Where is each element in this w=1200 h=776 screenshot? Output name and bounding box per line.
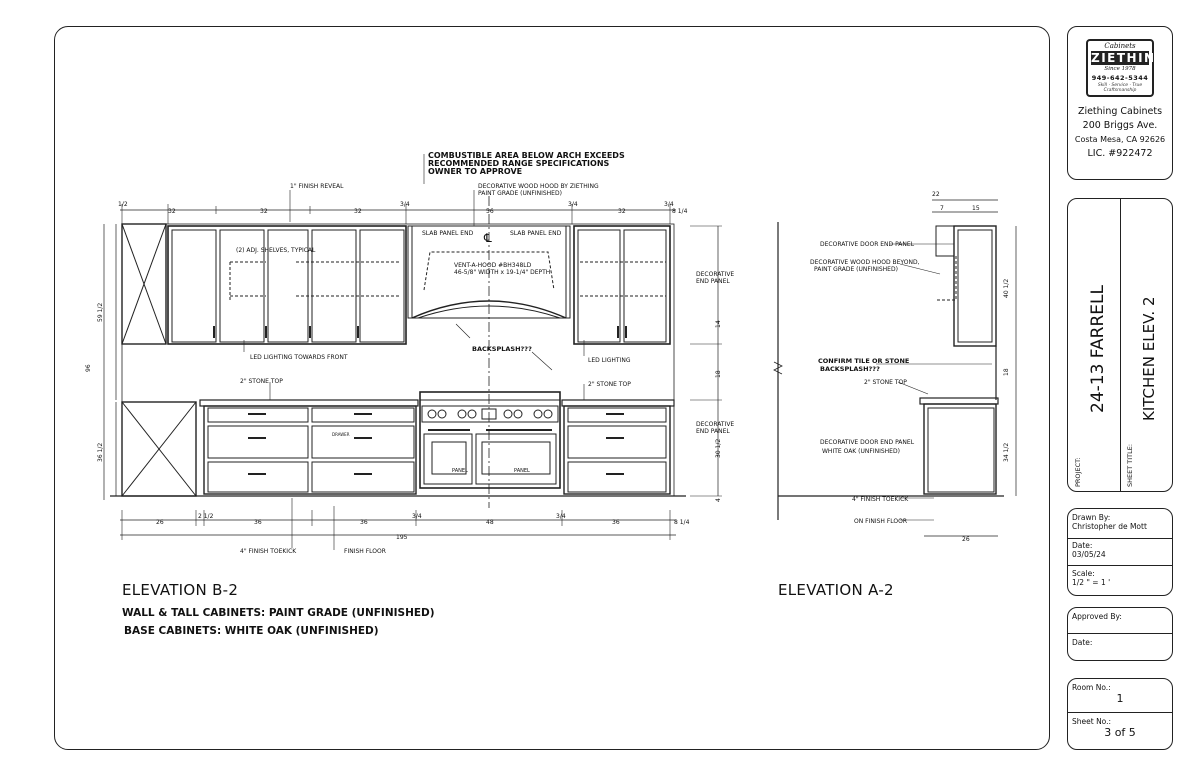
sheet-value: 3 of 5 xyxy=(1104,726,1136,739)
top-dim-5: 3/4 xyxy=(400,201,410,208)
left-dim-lower: 36 1/2 xyxy=(97,442,104,462)
stone-top-right: 2" STONE TOP xyxy=(588,381,631,388)
scale-label: Scale: xyxy=(1072,569,1095,578)
elevation-drawing xyxy=(54,26,1050,750)
top-dim-4: 32 xyxy=(354,208,362,215)
elevation-b-title: ELEVATION B-2 xyxy=(122,581,239,599)
shelves-label: (2) ADJ. SHELVES, TYPICAL xyxy=(236,247,316,254)
top-dim-9: 3/4 xyxy=(664,201,674,208)
a-toekick: 4" FINISH TOEKICK xyxy=(852,496,909,503)
top-dim-3: 32 xyxy=(260,208,268,215)
countertop-left xyxy=(200,400,418,406)
drawn-by-value: Christopher de Mott xyxy=(1072,522,1147,531)
led-front-label: LED LIGHTING TOWARDS FRONT xyxy=(250,354,348,361)
sheet-title-label: SHEET TITLE: xyxy=(1126,443,1134,487)
warning-line-1: COMBUSTIBLE AREA BELOW ARCH EXCEEDS xyxy=(428,151,625,160)
toekick-label: 4" FINISH TOEKICK xyxy=(240,548,297,555)
bottom-dim-3: 36 xyxy=(254,519,262,526)
project-label: PROJECT: xyxy=(1074,457,1082,487)
sheet-label: Sheet No.: xyxy=(1072,717,1112,726)
finish-floor-label: FINISH FLOOR xyxy=(344,548,386,555)
sheet-title: KITCHEN ELEV. 2 xyxy=(1140,296,1158,421)
warning-line-3: OWNER TO APPROVE xyxy=(428,167,523,176)
a-dim-right-1: 40 1/2 xyxy=(1003,278,1010,298)
panel-tag-2: PANEL xyxy=(514,468,530,474)
elevation-a-title: ELEVATION A-2 xyxy=(778,581,894,599)
side-base-cabinet xyxy=(924,404,996,494)
top-dim-2: 32 xyxy=(168,208,176,215)
wall-cabinets-note: WALL & TALL CABINETS: PAINT GRADE (UNFINISHED) xyxy=(122,607,435,619)
a-dim-top-3: 15 xyxy=(972,205,980,212)
vent-label-1: VENT-A-HOOD #BH348LD xyxy=(454,262,532,269)
date-label: Date: xyxy=(1072,541,1093,550)
base-cabinets-left xyxy=(204,406,416,494)
room-label: Room No.: xyxy=(1072,683,1111,692)
bottom-dim-7: 3/4 xyxy=(556,513,566,520)
vent-label-2: 46-5/8" WIDTH x 19-1/4" DEPTH xyxy=(454,269,551,276)
a-dim-top-2: 7 xyxy=(940,205,944,212)
dec-end-lower-2: END PANEL xyxy=(696,428,730,435)
a-dim-right-2: 18 xyxy=(1003,368,1010,376)
company-logo: Cabinets ZIETHING Since 1978 949-642-5344 Skill · Service · True Craftsmanship xyxy=(1086,39,1154,97)
bottom-dim-9: 8 1/4 xyxy=(674,519,690,526)
dec-end-lower-1: DECORATIVE xyxy=(696,421,735,428)
slab-right-label: SLAB PANEL END xyxy=(510,230,562,237)
top-dim-7: 3/4 xyxy=(568,201,578,208)
top-dim-1: 1/2 xyxy=(118,201,128,208)
upper-cabinets-left xyxy=(168,226,406,344)
a-finish-floor: ON FINISH FLOOR xyxy=(854,518,908,525)
a-dec-door-end: DECORATIVE DOOR END PANEL xyxy=(820,241,915,248)
centerline-symbol: ℄ xyxy=(484,231,492,245)
side-upper-cabinet xyxy=(954,226,996,346)
bottom-dim-4: 36 xyxy=(360,519,368,526)
a-stone-top: 2" STONE TOP xyxy=(864,379,907,386)
drawn-by-block xyxy=(1067,508,1173,596)
stone-top-left: 2" STONE TOP xyxy=(240,378,283,385)
a-hood-beyond-1: DECORATIVE WOOD HOOD BEYOND, xyxy=(810,259,920,266)
right-dim-1: 14 xyxy=(715,320,722,328)
company-name: Ziething Cabinets xyxy=(1077,106,1163,117)
drawn-by-label: Drawn By: xyxy=(1072,513,1111,522)
a-dim-top: 22 xyxy=(932,191,940,198)
room-value: 1 xyxy=(1116,692,1124,705)
base-cabinets-note: BASE CABINETS: WHITE OAK (UNFINISHED) xyxy=(124,625,379,637)
top-dim-10: 8 1/4 xyxy=(672,208,688,215)
drawer-tag: DRAWER xyxy=(332,432,350,437)
top-dim-8: 32 xyxy=(618,208,626,215)
panel-tag-1: PANEL xyxy=(452,468,468,474)
dec-end-upper-1: DECORATIVE xyxy=(696,271,735,278)
a-hood-beyond-2: PAINT GRADE (UNFINISHED) xyxy=(814,266,898,273)
a-white-oak: WHITE OAK (UNFINISHED) xyxy=(822,448,900,455)
bottom-dim-8: 36 xyxy=(612,519,620,526)
company-street: 200 Briggs Ave. xyxy=(1082,120,1158,131)
upper-cabinets-right xyxy=(574,226,670,344)
bottom-dim-2: 2 1/2 xyxy=(198,513,214,520)
bottom-dim-1: 26 xyxy=(156,519,164,526)
a-confirm-2: BACKSPLASH??? xyxy=(820,365,880,373)
a-dec-door-end-2: DECORATIVE DOOR END PANEL xyxy=(820,439,915,446)
company-city: Costa Mesa, CA 92626 xyxy=(1074,135,1166,144)
overall-width-dim: 195 xyxy=(396,534,408,541)
hood-note-1: DECORATIVE WOOD HOOD BY ZIETHING xyxy=(478,183,599,190)
bottom-dim-5: 3/4 xyxy=(412,513,422,520)
base-cabinets-right xyxy=(564,406,670,494)
a-dim-bottom: 26 xyxy=(962,536,970,543)
bottom-dim-6: 48 xyxy=(486,519,494,526)
approved-by-label: Approved By: xyxy=(1072,612,1122,621)
led-label: LED LIGHTING xyxy=(588,357,631,364)
date-value: 03/05/24 xyxy=(1072,550,1106,559)
a-confirm-1: CONFIRM TILE OR STONE xyxy=(818,357,910,365)
room-sheet-block xyxy=(1067,678,1173,750)
project-name: 24-13 FARRELL xyxy=(1088,285,1108,413)
right-dim-2: 18 xyxy=(715,370,722,378)
scale-value: 1/2 " = 1 ' xyxy=(1072,578,1111,587)
project-block xyxy=(1067,198,1173,492)
warning-line-2: RECOMMENDED RANGE SPECIFICATIONS xyxy=(428,159,610,168)
company-license: LIC. #922472 xyxy=(1087,148,1153,159)
company-block xyxy=(1067,26,1173,180)
countertop-right xyxy=(562,400,674,406)
approval-block xyxy=(1067,607,1173,661)
left-dim-overall: 96 xyxy=(85,364,92,372)
left-dim-upper: 59 1/2 xyxy=(97,302,104,322)
approved-date-label: Date: xyxy=(1072,638,1093,647)
hood-note-2: PAINT GRADE (UNFINISHED) xyxy=(478,190,562,197)
finish-reveal-label: 1" FINISH REVEAL xyxy=(290,183,344,190)
dec-end-upper-2: END PANEL xyxy=(696,278,730,285)
top-dim-6: 56 xyxy=(486,208,494,215)
a-dim-right-3: 34 1/2 xyxy=(1003,442,1010,462)
right-dim-4: 4 xyxy=(715,498,722,502)
slab-left-label: SLAB PANEL END xyxy=(422,230,474,237)
right-dim-3: 30 1/2 xyxy=(715,438,722,458)
backsplash-label: BACKSPLASH??? xyxy=(472,345,532,353)
